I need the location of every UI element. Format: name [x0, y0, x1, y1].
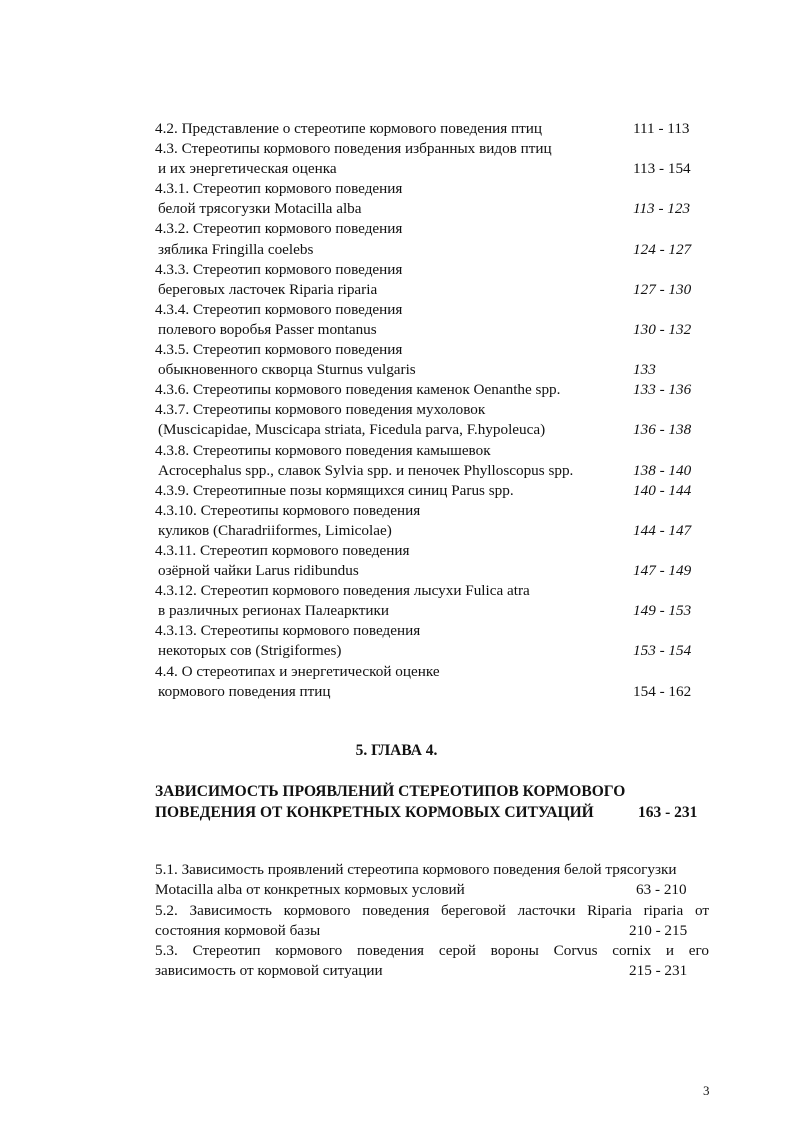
toc-entry-title: белой трясогузки Motacilla alba [158, 200, 362, 218]
chapter-title-line [155, 781, 715, 802]
toc-entry [155, 662, 715, 682]
toc-entry [155, 420, 715, 440]
section-page-range: 63 - 210 [636, 881, 687, 899]
toc-entry-title: 4.3.4. Стереотип кормового поведения [155, 300, 403, 318]
toc-entry-title: (Muscicapidae, Muscicapa striata, Ficedula parva, F.hypoleuca) [158, 421, 546, 439]
toc-entry [155, 601, 715, 621]
toc-entry-title: 4.3.8. Стереотипы кормового поведения камышевок [155, 441, 491, 459]
section-line: 5.2. Зависимость кормового поведения береговой ласточки Riparia riparia от [155, 901, 709, 919]
toc-entry-page-range: 147 - 149 [633, 562, 692, 580]
page-number: 3 [703, 1083, 710, 1098]
toc-entry-page-range: 138 - 140 [633, 461, 692, 479]
toc-entry [155, 441, 715, 461]
toc-entry-page-range: 113 - 123 [633, 200, 691, 218]
toc-entry [155, 360, 715, 380]
toc-entry [155, 280, 715, 300]
toc-entry [155, 340, 715, 360]
section-line [155, 921, 709, 941]
toc-entry-page-range: 113 - 154 [633, 160, 691, 178]
toc-entry [155, 240, 715, 260]
toc-entry-title: обыкновенного скворца Sturnus vulgaris [158, 361, 416, 379]
toc-entry-title: в различных регионах Палеарктики [158, 602, 390, 620]
toc-entry-title: кормового поведения птиц [158, 682, 331, 700]
toc-entry-title: 4.3.1. Стереотип кормового поведения [155, 180, 403, 198]
toc-entry-page-range: 130 - 132 [633, 320, 692, 338]
toc-entry [155, 139, 715, 159]
toc-entry-title: 4.3.11. Стереотип кормового поведения [155, 541, 410, 559]
toc-entry [155, 199, 715, 219]
section-text: Motacilla alba от конкретных кормовых условий [155, 881, 465, 899]
section-line: 5.1. Зависимость проявлений стереотипа кормового поведения белой трясогузки [155, 861, 677, 878]
toc-entry-title: 4.2. Представление о стереотипе кормового поведения птиц [155, 120, 543, 137]
toc-entry-page-range: 133 - 136 [633, 381, 692, 399]
toc-entry [155, 461, 715, 481]
toc-entry [155, 521, 715, 541]
toc-entry [155, 481, 715, 501]
toc-entry [155, 219, 715, 239]
toc-entry-title: 4.3.9. Стереотипные позы кормящихся синиц Parus spp. [155, 481, 514, 499]
toc-entry [155, 561, 715, 581]
toc-entry-title: 4.3.10. Стереотипы кормового поведения [155, 501, 421, 519]
chapter-title-text: ПОВЕДЕНИЯ ОТ КОНКРЕТНЫХ КОРМОВЫХ СИТУАЦИЙ [155, 804, 594, 821]
section-text: состояния кормовой базы [155, 921, 321, 939]
toc-entry [155, 320, 715, 340]
table-of-contents [155, 119, 715, 702]
toc-entry-page-range: 154 - 162 [633, 682, 692, 700]
toc-entry-title: зяблика Fringilla coelebs [158, 240, 314, 258]
chapter-title-line [155, 802, 715, 823]
toc-entry [155, 400, 715, 420]
toc-entry [155, 501, 715, 521]
toc-entry [155, 641, 715, 661]
section-entry [155, 860, 709, 901]
toc-entry [155, 682, 715, 702]
toc-entry-title: озёрной чайки Larus ridibundus [158, 562, 359, 580]
toc-entry [155, 159, 715, 179]
toc-entry-title: 4.3.13. Стереотипы кормового поведения [155, 622, 421, 640]
section-line [155, 961, 709, 981]
toc-entry [155, 119, 715, 139]
toc-entry-page-range: 127 - 130 [633, 280, 692, 298]
toc-entry [155, 260, 715, 280]
toc-entry-page-range: 111 - 113 [633, 120, 690, 137]
section-entry [155, 941, 709, 982]
toc-entry-title: береговых ласточек Riparia riparia [158, 280, 378, 298]
toc-entry-title: куликов (Charadriiformes, Limicolae) [158, 521, 392, 539]
toc-entry-title: 4.3.7. Стереотипы кормового поведения мухоловок [155, 401, 486, 419]
toc-entry [155, 300, 715, 320]
toc-entry [155, 621, 715, 641]
section-page-range: 215 - 231 [629, 962, 688, 980]
toc-entry-title: и их энергетическая оценка [158, 160, 337, 178]
toc-entry-page-range: 133 [633, 361, 656, 379]
chapter-sections [155, 860, 709, 982]
toc-entry-title: 4.3.5. Стереотип кормового поведения [155, 341, 403, 359]
toc-entry-title: некоторых сов (Strigiformes) [158, 642, 342, 660]
toc-entry-title: 4.3.2. Стереотип кормового поведения [155, 220, 403, 238]
toc-entry-title: полевого воробья Passer montanus [158, 320, 377, 338]
toc-entry-title: 4.3.12. Стереотип кормового поведения лысухи Fulica atra [155, 582, 530, 600]
section-line [155, 880, 709, 900]
section-text: зависимость от кормовой ситуации [155, 962, 383, 980]
section-page-range: 210 - 215 [629, 921, 688, 939]
section-line: 5.3. Стереотип кормового поведения серой вороны Corvus cornix и его [155, 942, 709, 960]
toc-entry [155, 179, 715, 199]
toc-entry [155, 541, 715, 561]
section-entry [155, 901, 709, 942]
toc-entry-title: 4.4. О стереотипах и энергетической оценке [155, 662, 440, 680]
toc-entry-page-range: 136 - 138 [633, 421, 692, 439]
toc-entry-title: 4.3. Стереотипы кормового поведения избранных видов птиц [155, 140, 552, 158]
toc-entry [155, 380, 715, 400]
toc-entry-page-range: 149 - 153 [633, 602, 692, 620]
toc-entry-title: 4.3.6. Стереотипы кормового поведения каменок Oenanthe spp. [155, 381, 561, 399]
chapter-title [155, 781, 715, 823]
toc-entry-title: 4.3.3. Стереотип кормового поведения [155, 260, 403, 278]
toc-entry-title: Acrocephalus spp., славок Sylvia spp. и пеночек Phylloscopus spp. [158, 461, 574, 479]
toc-entry-page-range: 153 - 154 [633, 642, 692, 660]
chapter-title-text: ЗАВИСИМОСТЬ ПРОЯВЛЕНИЙ СТЕРЕОТИПОВ КОРМОВОГО [155, 783, 626, 800]
toc-entry-page-range: 124 - 127 [633, 240, 692, 258]
toc-entry-page-range: 144 - 147 [633, 521, 692, 539]
toc-entry-page-range: 140 - 144 [633, 481, 692, 499]
chapter-page-range: 163 - 231 [638, 804, 698, 821]
toc-entry [155, 581, 715, 601]
chapter-number: 5. ГЛАВА 4. [355, 742, 438, 759]
